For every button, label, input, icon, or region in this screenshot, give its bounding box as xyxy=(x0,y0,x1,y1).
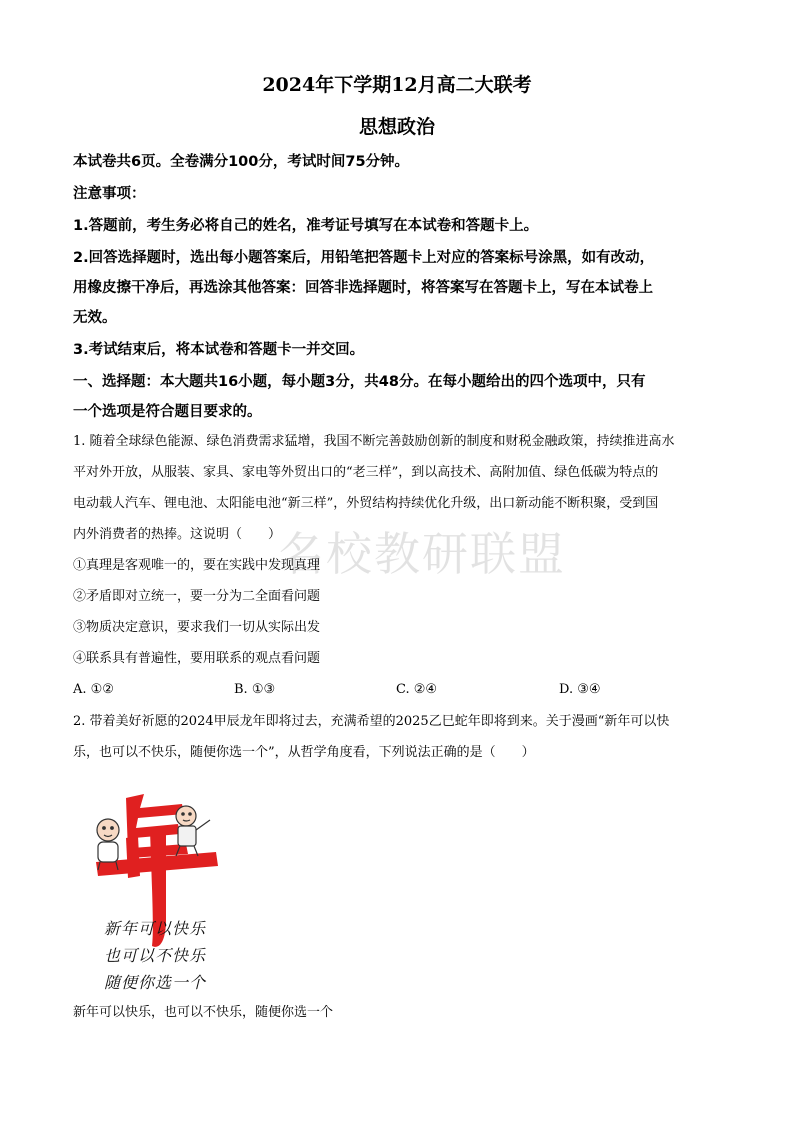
handwritten-line-1: 新年可以快乐 xyxy=(104,919,207,938)
notice-item-3: 3.考试结束后，将本试卷和答题卡一并交回。 xyxy=(73,342,365,358)
q1-statement-2: ②矛盾即对立统一，要一分为二全面看问题 xyxy=(73,589,321,604)
q1-option-c: C. ②④ xyxy=(396,682,438,697)
exam-subject: 思想政治 xyxy=(358,116,435,138)
new-year-cartoon xyxy=(86,790,226,1000)
q1-option-a: A. ①② xyxy=(73,682,114,697)
intro-line: 本试卷共6页。全卷满分100分，考试时间75分钟。 xyxy=(73,154,410,170)
q1-statement-3: ③物质决定意识，要求我们一切从实际出发 xyxy=(73,620,321,635)
handwritten-line-3: 随便你选一个 xyxy=(104,973,207,992)
q1-statement-4: ④联系具有普遍性，要用联系的观点看问题 xyxy=(73,651,321,666)
notice-item-2-line-3: 无效。 xyxy=(73,310,117,326)
section-heading-line-2: 一个选项是符合题目要求的。 xyxy=(73,404,262,420)
cartoon-caption: 新年可以快乐，也可以不快乐，随便你选一个 xyxy=(73,1005,334,1020)
watermark: 名校教研联盟 xyxy=(278,527,566,581)
q1-option-d: D. ③④ xyxy=(559,682,601,697)
baby-figure xyxy=(97,819,119,870)
q1-stem-line-3: 电动载人汽车、锂电池、太阳能电池“新三样”，外贸结构持续优化升级，出口新动能不断积聚，受到国 xyxy=(73,496,659,511)
exam-title: 2024年下学期12月高二大联考 xyxy=(262,74,532,96)
notice-item-2-line-2: 用橡皮擦干净后，再选涂其他答案：回答非选择题时，将答案写在答题卡上，写在本试卷上 xyxy=(73,280,653,296)
q1-statement-1: ①真理是客观唯一的，要在实践中发现真理 xyxy=(73,558,321,573)
q1-option-b: B. ①③ xyxy=(234,682,276,697)
q2-stem-line-1: 2. 带着美好祈愿的2024甲辰龙年即将过去，充满希望的2025乙巳蛇年即将到来。关于漫画“新年可以快 xyxy=(73,714,670,729)
notice-item-2-line-1: 2.回答选择题时，选出每小题答案后，用铅笔把答题卡上对应的答案标号涂黑，如有改动， xyxy=(73,250,655,266)
q2-stem-line-2: 乐，也可以不快乐，随便你选一个”，从哲学角度看，下列说法正确的是（ ） xyxy=(73,745,535,760)
notice-title: 注意事项： xyxy=(73,186,146,202)
notice-item-1: 1.答题前，考生务必将自己的姓名，准考证号填写在本试卷和答题卡上。 xyxy=(73,218,539,234)
q1-stem-line-4: 内外消费者的热捧。这说明（ ） xyxy=(73,527,282,542)
q1-stem-line-2: 平对外开放，从服装、家具、家电等外贸出口的“老三样”，到以高技术、高附加值、绿色低碳为特点的 xyxy=(73,465,659,480)
section-heading-line-1: 一、选择题：本大题共16小题，每小题3分，共48分。在每小题给出的四个选项中，只有 xyxy=(73,374,646,390)
handwritten-line-2: 也可以不快乐 xyxy=(104,946,207,965)
q1-stem-line-1: 1. 随着全球绿色能源、绿色消费需求猛增，我国不断完善鼓励创新的制度和财税金融政策，持续推进高水 xyxy=(73,434,675,449)
